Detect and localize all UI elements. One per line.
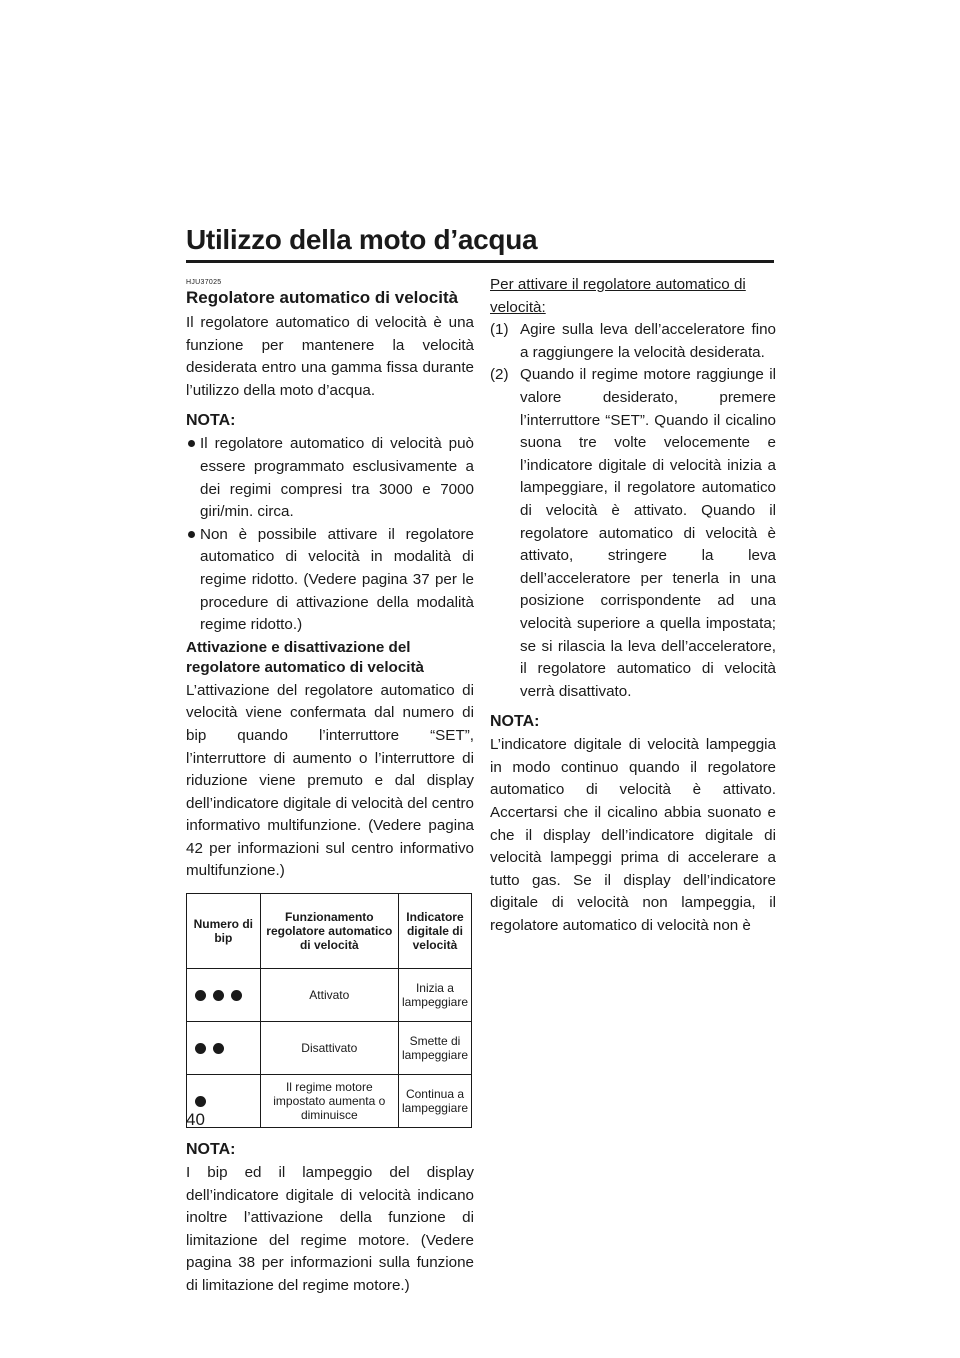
nota-bullet-text: Non è possibile attivare il regolatore automatico di velocità in modalità di regime ridotto. (Vedere pagina 37 per le procedure di attivazione della modalità regime ridotto.): [200, 525, 474, 634]
bip-dot-icon: [231, 990, 242, 1001]
table-header: Funzionamento regolatore automatico di velocità: [260, 894, 398, 969]
nota-label: NOTA:: [186, 412, 236, 430]
function-cell: Disattivato: [260, 1022, 398, 1075]
steps-list: [490, 319, 776, 703]
bip-dot-icon: [195, 990, 206, 1001]
nota-bullet-text: Il regolatore automatico di velocità può essere programmato esclusivamente a dei regimi compresi tra 3000 e 7000 giri/min. circa.: [200, 435, 474, 521]
nota-label: NOTA:: [186, 1141, 236, 1159]
nota-bullet-list: [186, 433, 474, 636]
bip-dot-icon: [213, 1043, 224, 1054]
step-item: [490, 364, 776, 703]
bip-count-cell: [187, 969, 261, 1022]
table-row: [187, 969, 472, 1022]
nota-bullet: [186, 524, 474, 637]
bip-dot-icon: [195, 1043, 206, 1054]
indicator-cell: Continua a lampeggiare: [398, 1075, 471, 1128]
table-header: Indicatore digitale di velocità: [398, 894, 471, 969]
table-row: [187, 1075, 472, 1128]
bip-count-cell: [187, 1022, 261, 1075]
page-header-title: Utilizzo della moto d’acqua: [186, 224, 538, 255]
table-header-row: [187, 894, 472, 969]
step-number: (1): [490, 321, 509, 339]
table-header: Numero di bip: [187, 894, 261, 969]
nota-bullet: [186, 433, 474, 523]
bip-dot-icon: [195, 1096, 206, 1107]
bullet-dot-icon: [188, 440, 195, 447]
indicator-cell: Inizia a lampeggiare: [398, 969, 471, 1022]
nota-body: L’indicatore digitale di velocità lampeggia in modo continuo quando il regolatore automatico di velocità è attivato. Accertarsi che il cicalino abbia suonato e che il display dell’indicatore digitale di velocità lampeggi prima di accelerare a tutto gas. Se il display dell’indicatore digitale di velocità non lampeggia, il regolatore automatico di velocità non è: [490, 736, 776, 935]
right-column: [490, 274, 776, 938]
header-rule: [186, 260, 774, 263]
section-intro: Il regolatore automatico di velocità è una funzione per mantenere la velocità desiderata entro una gamma fissa durante l’utilizzo della moto d’acqua.: [186, 314, 474, 399]
step-text: Quando il regime motore raggiunge il valore desiderato, premere l’interruttore “SET”. Quando il cicalino suona tre volte velocemente e l’indicatore digitale di velocità inizia a lampeggiare, il regolatore automatico di velocità è attivato. Quando il regolatore automatico di velocità è attivato, stringere la leva dell’acceleratore per tenerla in una posizione corrispondente ad una velocità superiore a quella impostata; se si rilascia la leva dell’acceleratore, il regolatore automatico di velocità verrà disattivato.: [520, 366, 776, 700]
function-cell: Attivato: [260, 969, 398, 1022]
function-cell: Il regime motore impostato aumenta o diminuisce: [260, 1075, 398, 1128]
left-column: [186, 274, 474, 1298]
section-code: HJU37025: [186, 279, 222, 286]
nota-body: I bip ed il lampeggio del display dell’indicatore digitale di velocità indicano inoltre l’attivazione della funzione di limitazione del regime motore. (Vedere pagina 38 per informazioni sulla funzione di limitazione del regime motore.): [186, 1164, 474, 1295]
indicator-cell: Smette di lampeggiare: [398, 1022, 471, 1075]
bip-table: [186, 893, 472, 1128]
subsection-body: L’attivazione del regolatore automatico di velocità viene confermata dal numero di bip quando l’interruttore “SET”, l’interruttore di aumento o l’interruttore di riduzione viene premuto e dal display dell’indicatore digitale di velocità del centro informativo multifunzione. (Vedere pagina 42 per informazioni sul centro informativo multifunzione.): [186, 681, 474, 880]
bip-dot-icon: [213, 990, 224, 1001]
bullet-dot-icon: [188, 531, 195, 538]
nota-label: NOTA:: [490, 713, 540, 731]
page-number: 40: [186, 1110, 205, 1129]
subsection-title: Attivazione e disattivazione del regolatore automatico di velocità: [186, 638, 424, 676]
step-number: (2): [490, 366, 509, 384]
activate-heading: Per attivare il regolatore automatico di velocità:: [490, 276, 746, 316]
section-title: Regolatore automatico di velocità: [186, 288, 459, 307]
step-text: Agire sulla leva dell’acceleratore fino a raggiungere la velocità desiderata.: [520, 321, 776, 361]
table-row: [187, 1022, 472, 1075]
step-item: [490, 319, 776, 364]
